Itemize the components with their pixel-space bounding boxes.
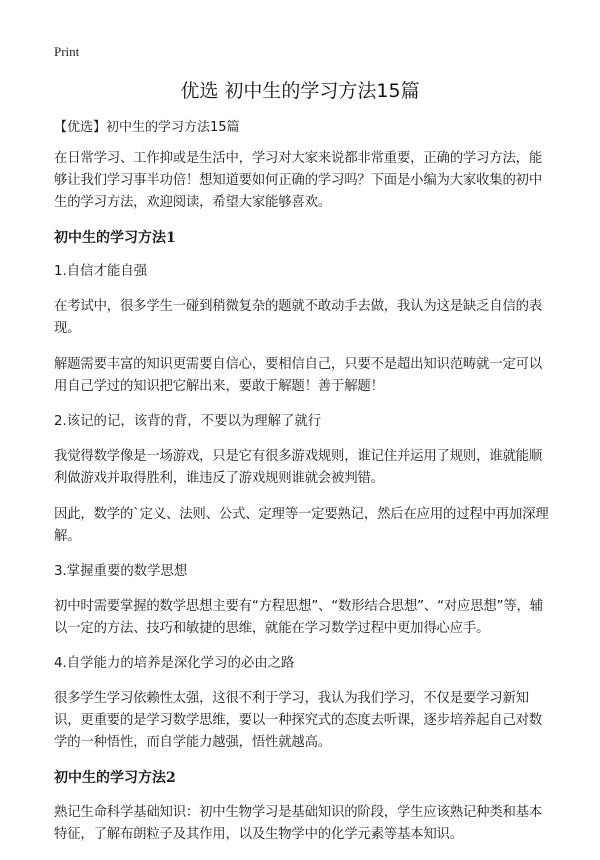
section-heading-2: 初中生的学习方法2 — [54, 770, 176, 786]
paragraph: 很多学生学习依赖性太强，这很不利于学习，我认为我们学习，不仅是要学习新知识，更重要的是学习数学思维，要以一种探究式的态度去听课，逐步培养起自己对数学的一种悟性，而自学能力越强，悟性就越高。 — [54, 691, 543, 750]
section-heading-1: 初中生的学习方法1 — [54, 230, 176, 246]
paragraph: 因此，数学的`定义、法则、公式、定理等一定要熟记，然后在应用的过程中再加深理解。 — [54, 507, 549, 544]
article-body — [54, 118, 554, 860]
article-subtitle: 【优选】初中生的学习方法15篇 — [54, 120, 240, 135]
page-title: 优选 初中生的学习方法15篇 — [180, 80, 420, 102]
paragraph: 熟记生命科学基础知识：初中生物学习是基础知识的阶段，学生应该熟记种类和基本特征，了解布朗粒子及其作用，以及生物学中的化学元素等基本知识。 — [54, 805, 543, 842]
paragraph: 初中时需要掌握的数学思想主要有“方程思想”、“数形结合思想”、“对应思想”等，辅以一定的方法、技巧和敏捷的思维，就能在学习数学过程中更加得心应手。 — [54, 599, 543, 636]
paragraph: 在考试中，很多学生一碰到稍微复杂的题就不敢动手去做，我认为这是缺乏自信的表现。 — [54, 299, 543, 336]
item-heading-4: 4.自学能力的培养是深化学习的必由之路 — [54, 656, 295, 671]
paragraph: 我觉得数学像是一场游戏，只是它有很多游戏规则，谁记住并运用了规则，谁就能顺利做游戏并取得胜利，谁违反了游戏规则谁就会被判错。 — [54, 449, 543, 486]
print-link[interactable]: Print — [54, 44, 80, 59]
item-heading-1: 1.自信才能自强 — [54, 264, 148, 279]
item-heading-3: 3.掌握重要的数学思想 — [54, 564, 188, 579]
item-heading-2: 2.该记的记，该背的背，不要以为理解了就行 — [54, 414, 322, 429]
paragraph: 解题需要丰富的知识更需要自信心，要相信自己，只要不是超出知识范畴就一定可以用自己学过的知识把它解出来，要敢于解题！善于解题！ — [54, 357, 543, 394]
intro-paragraph: 在日常学习、工作抑或是生活中，学习对大家来说都非常重要，正确的学习方法，能够让我们学习事半功倍！想知道要如何正确的学习吗？下面是小编为大家收集的初中生的学习方法，欢迎阅读，希望大家能够喜欢。 — [54, 151, 543, 210]
